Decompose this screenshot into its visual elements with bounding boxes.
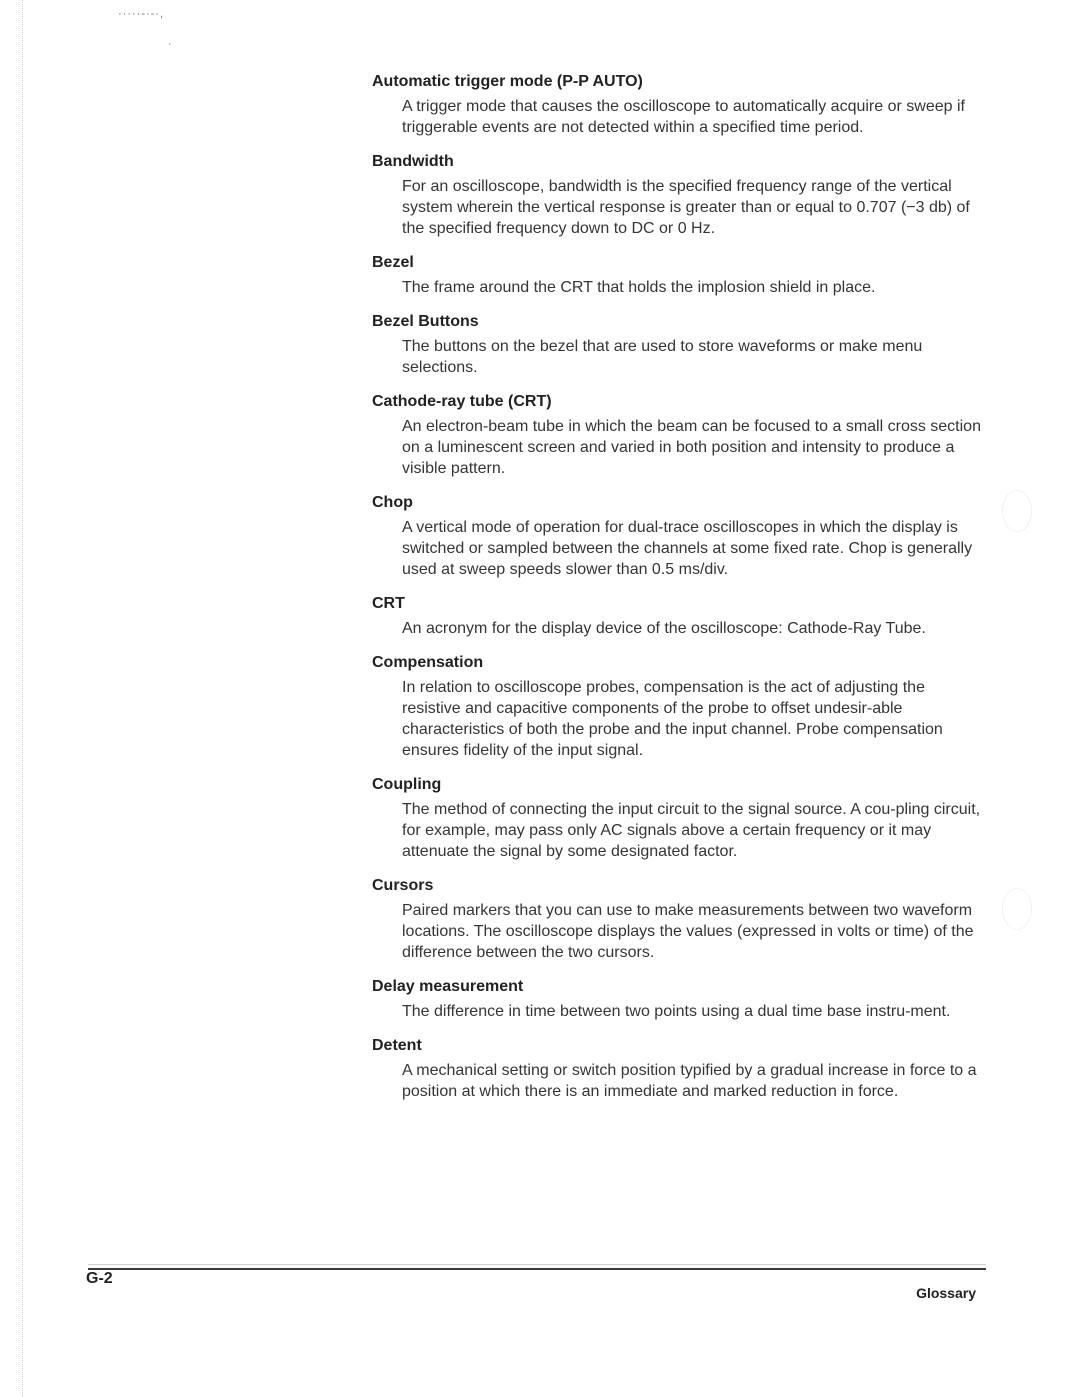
glossary-definition: An electron-beam tube in which the beam can be focused to a small cross section on a luminescent screen and varied in both position and intensity to produce a visible pattern. (402, 418, 981, 477)
glossary-entry-automatic-trigger-mode (372, 72, 990, 138)
page-edge-line (22, 0, 23, 1397)
glossary-entry-coupling (372, 775, 990, 862)
scan-artifact-circle (1002, 490, 1032, 532)
glossary-entry-cursors (372, 876, 990, 963)
glossary-definition: For an oscilloscope, bandwidth is the specified frequency range of the vertical system wherein the vertical response is greater than or equal to 0.707 (−3 db) of the specified frequency down to DC or 0 Hz. (402, 178, 970, 237)
scan-artifact-circle (1002, 888, 1032, 930)
glossary-entry-chop (372, 493, 990, 580)
footer-divider (88, 1268, 986, 1270)
glossary-term: Automatic trigger mode (P-P AUTO) (372, 73, 643, 90)
glossary-term: Compensation (372, 654, 484, 671)
glossary-definition: A trigger mode that causes the oscilloscope to automatically acquire or sweep if triggerable events are not detected within a specified time period. (402, 98, 965, 136)
glossary-entry-compensation (372, 653, 990, 761)
glossary-term: Coupling (372, 776, 442, 793)
glossary-term: Detent (372, 1037, 422, 1054)
glossary-list (372, 72, 990, 1116)
glossary-definition: A mechanical setting or switch position typified by a gradual increase in force to a position at which there is an immediate and marked reduction in force. (402, 1062, 977, 1100)
glossary-term: Cursors (372, 877, 434, 894)
glossary-term: Delay measurement (372, 978, 524, 995)
glossary-entry-bandwidth (372, 152, 990, 239)
glossary-definition: The frame around the CRT that holds the implosion shield in place. (402, 279, 876, 296)
glossary-entry-bezel-buttons (372, 312, 990, 378)
glossary-term: Bezel (372, 254, 414, 271)
glossary-definition: In relation to oscilloscope probes, compensation is the act of adjusting the resistive and capacitive components of the probe to offset undesir-able characteristics of both the probe and the input channel. Probe compensation ensures fidelity of the input signal. (402, 679, 943, 759)
page-number: G-2 (86, 1270, 113, 1287)
glossary-entry-crt (372, 594, 990, 639)
glossary-term: Cathode-ray tube (CRT) (372, 393, 552, 410)
glossary-entry-delay-measurement (372, 977, 990, 1022)
glossary-definition: The method of connecting the input circuit to the signal source. A cou-pling circuit, for example, may pass only AC signals above a certain frequency or it may attenuate the signal by some designated factor. (402, 801, 981, 860)
glossary-term: CRT (372, 595, 405, 612)
footer-section-title: Glossary (916, 1285, 976, 1301)
glossary-term: Bandwidth (372, 153, 454, 170)
glossary-definition: The buttons on the bezel that are used to store waveforms or make menu selections. (402, 338, 923, 376)
glossary-term: Chop (372, 494, 413, 511)
glossary-definition: An acronym for the display device of the oscilloscope: Cathode-Ray Tube. (402, 620, 926, 637)
glossary-entry-cathode-ray-tube (372, 392, 990, 479)
scan-artifact-mark: ·····-·-·, (118, 8, 165, 20)
glossary-definition: The difference in time between two points using a dual time base instru-ment. (402, 1003, 951, 1020)
footer-divider-shadow (88, 1264, 986, 1265)
glossary-definition: Paired markers that you can use to make measurements between two waveform locations. The oscilloscope displays the values (expressed in volts or time) of the difference between the two cursors. (402, 902, 974, 961)
glossary-entry-detent (372, 1036, 990, 1102)
scan-artifact-mark: · (168, 38, 173, 50)
glossary-entry-bezel (372, 253, 990, 298)
glossary-definition: A vertical mode of operation for dual-trace oscilloscopes in which the display is switched or sampled between the channels at some fixed rate. Chop is generally used at sweep speeds slower than 0.5 ms/div. (402, 519, 973, 578)
glossary-term: Bezel Buttons (372, 313, 479, 330)
